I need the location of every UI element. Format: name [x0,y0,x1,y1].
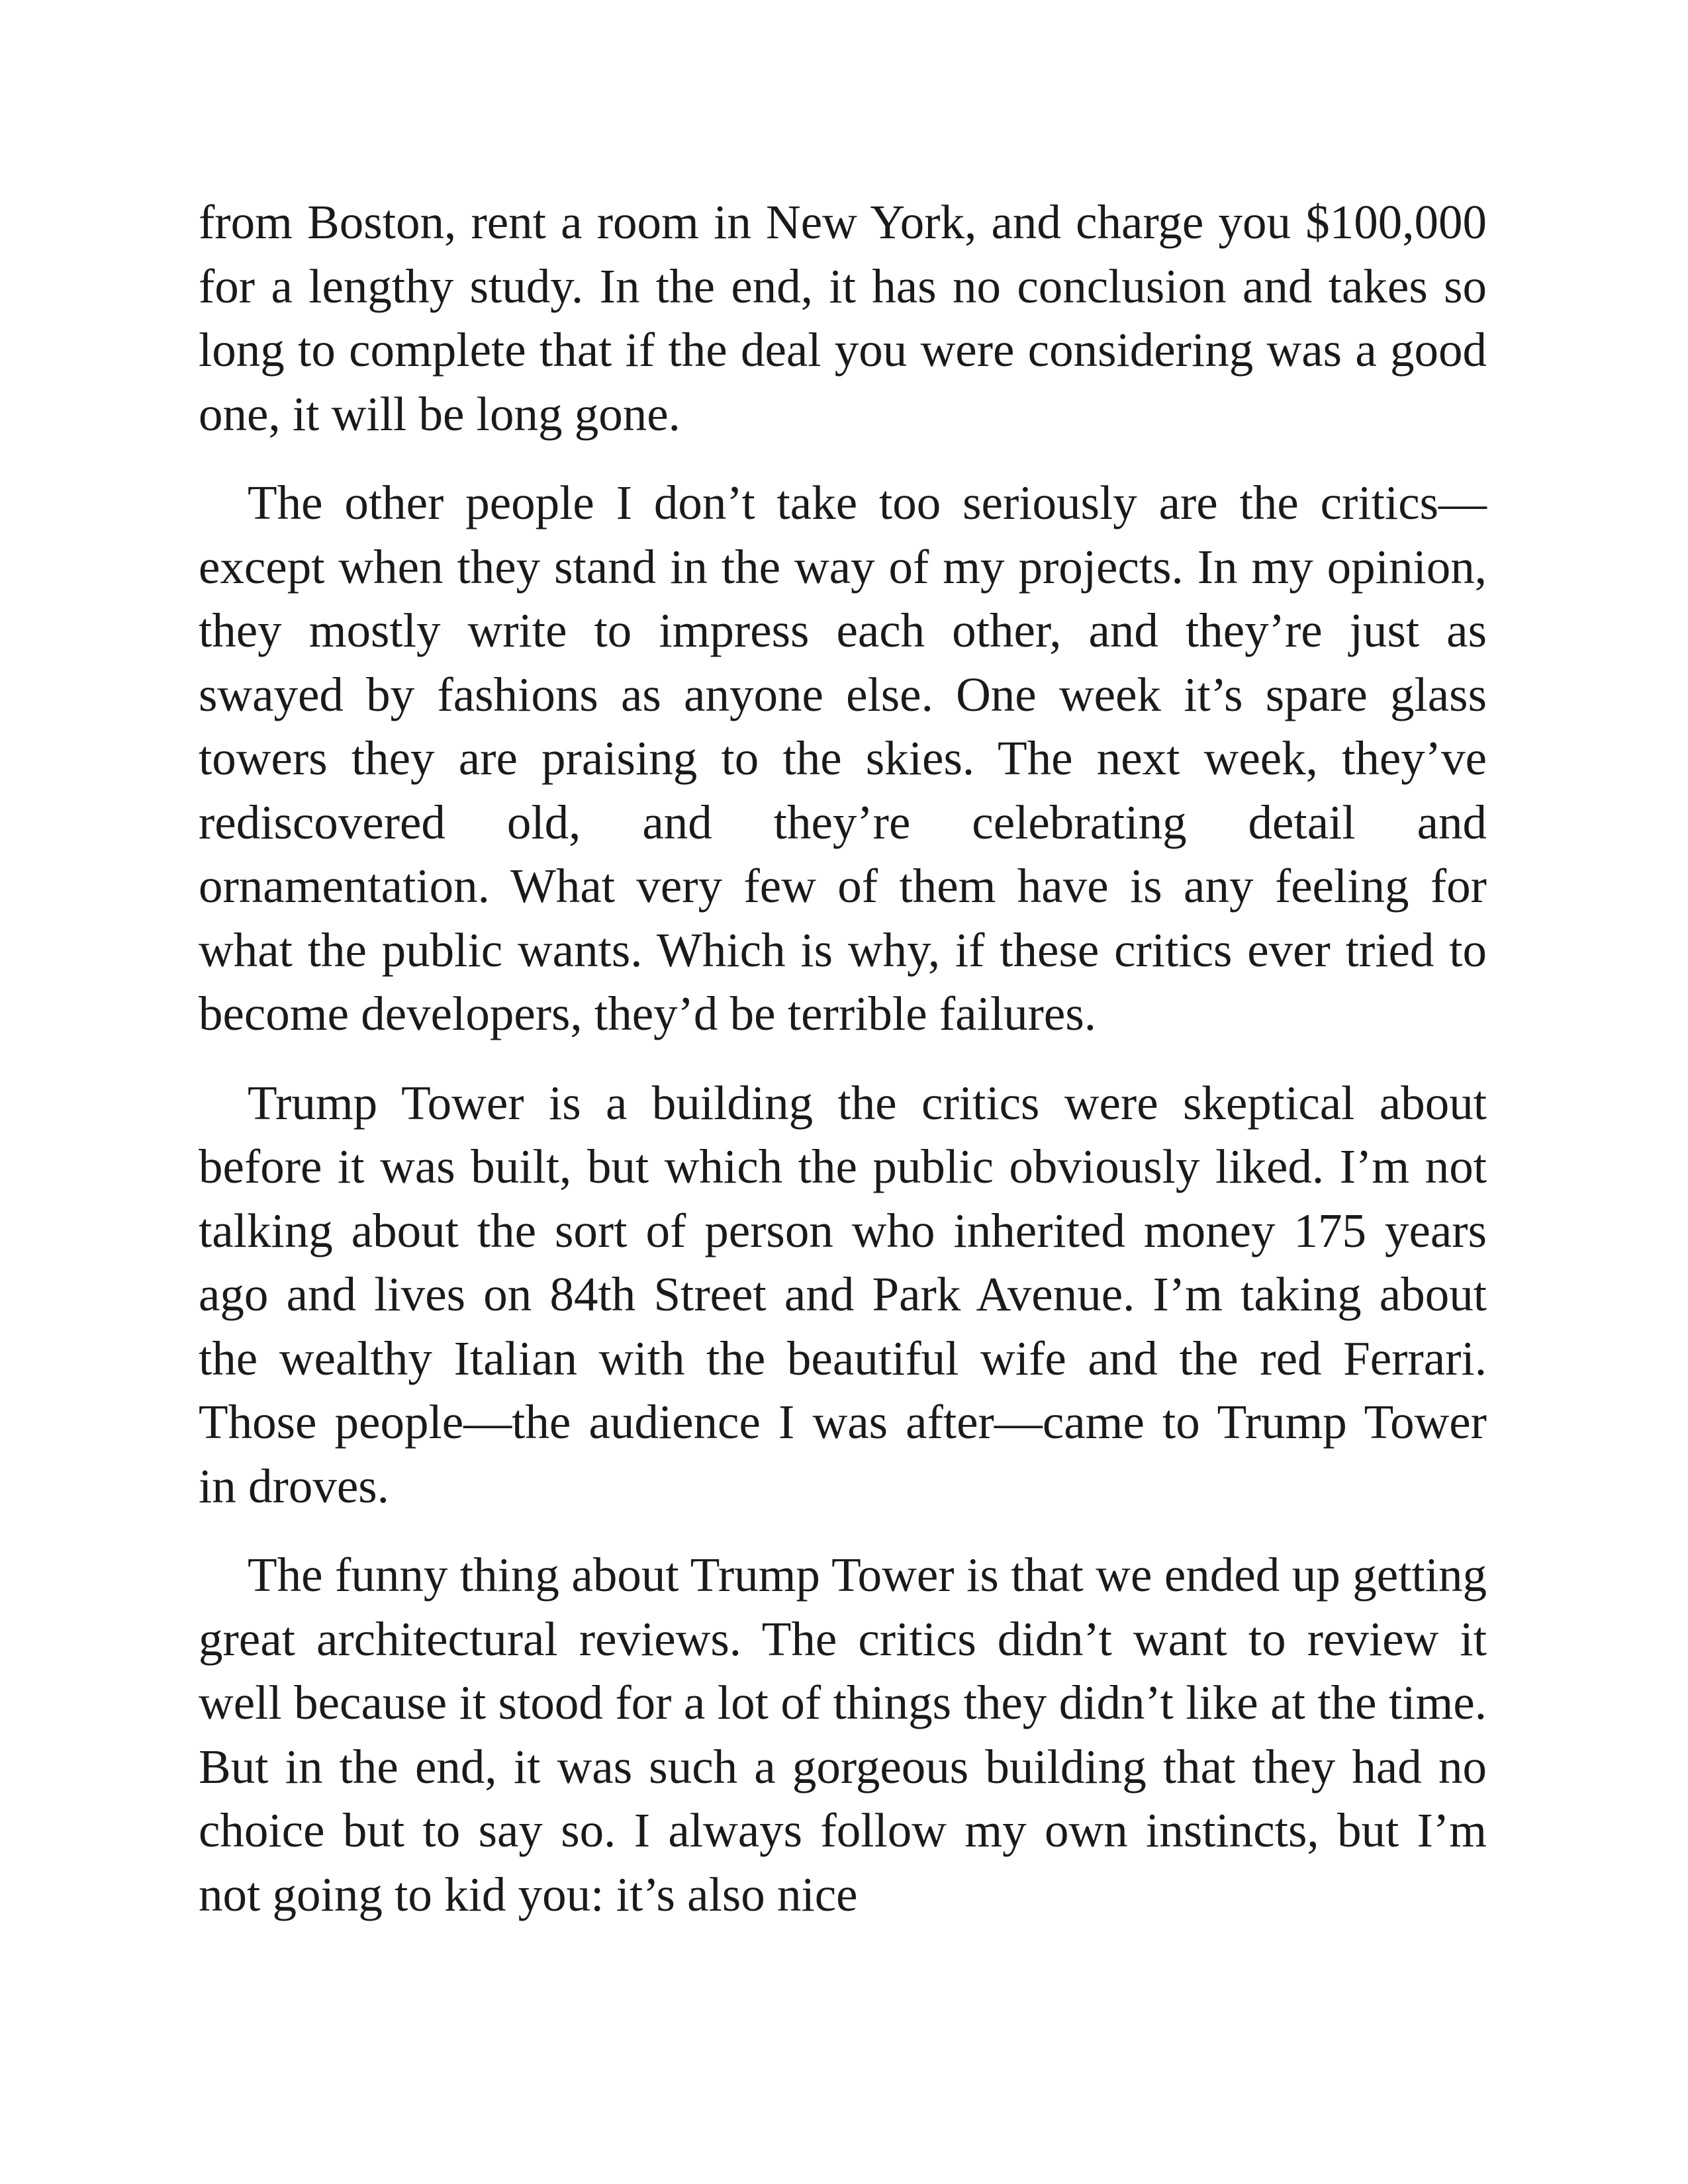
paragraph-4: The funny thing about Trump Tower is that we ended up getting great architectural reviews. The critics didn’t want to review it well because it stood for a lot of things they didn’t like at the time. But in the end, it was such a gorgeous building that they had no choice but to say so. I always follow my own instincts, but I’m not going to kid you: it’s also nice [199,1548,1487,1921]
document-page [199,191,1487,1952]
paragraph-1: from Boston, rent a room in New York, and charge you $100,000 for a lengthy study. In the end, it has no conclusion and takes so long to complete that if the deal you were considering was a good one, it will be long gone. [199,195,1487,441]
paragraph-2: The other people I don’t take too seriously are the critics—except when they stand in the way of my projects. In my opinion, they mostly write to impress each other, and they’re just as swayed by fashions as anyone else. One week it’s spare glass towers they are praising to the skies. The next week, they’ve rediscovered old, and they’re celebrating detail and ornamentation. What very few of them have is any feeling for what the public wants. Which is why, if these critics ever tried to become developers, they’d be terrible failures. [199,476,1487,1040]
paragraph-3: Trump Tower is a building the critics were skeptical about before it was built, but which the public obviously liked. I’m not talking about the sort of person who inherited money 175 years ago and lives on 84th Street and Park Avenue. I’m taking about the wealthy Italian with the beautiful wife and the red Ferrari. Those people—the audience I was after—came to Trump Tower in droves. [199,1075,1487,1513]
